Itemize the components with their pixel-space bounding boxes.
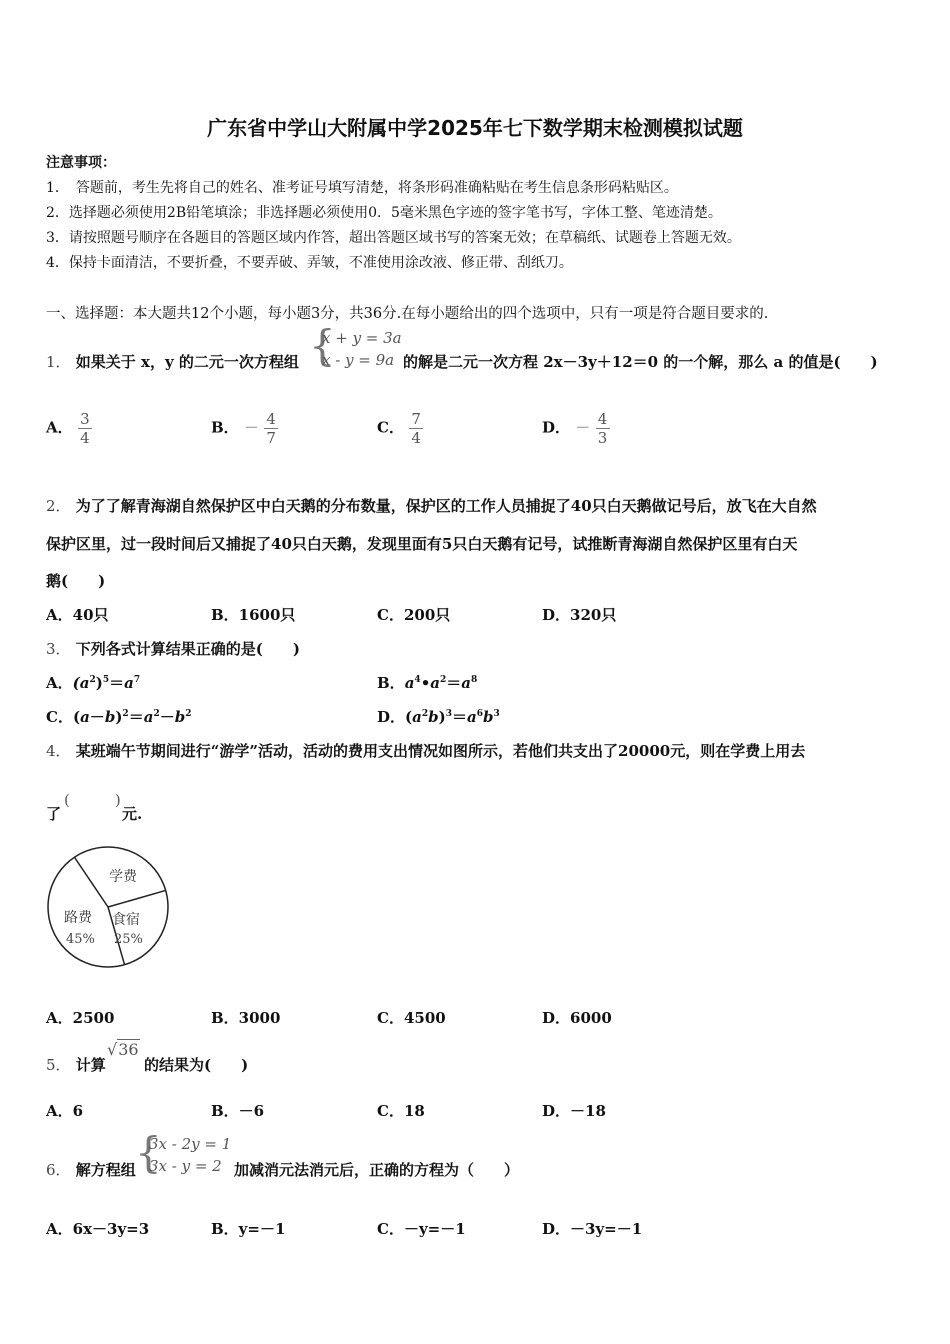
radicand: 36 xyxy=(118,1040,139,1059)
numerator: 4 xyxy=(597,410,608,428)
question-2-option-b[interactable]: B．1600只 xyxy=(211,606,296,624)
option-label: B． xyxy=(211,418,239,437)
numerator: 4 xyxy=(266,410,276,428)
question-4-option-d[interactable]: D．6000 xyxy=(542,1009,612,1027)
question-5-number: 5． xyxy=(46,1056,71,1074)
question-3-text: 下列各式计算结果正确的是( ) xyxy=(75,640,300,658)
slice-boundary-1 xyxy=(74,857,108,907)
note-item-2: 2．选择题必须使用2B铅笔填涂；非选择题必须使用0．5毫米黑色字迹的签字笔书写，字体工整、笔迹清楚。 xyxy=(46,205,722,221)
slice-label-lodging: 食宿 xyxy=(112,912,140,928)
option-label: C． xyxy=(46,708,73,726)
option-label: D． xyxy=(377,708,406,726)
question-5-option-a[interactable]: A．6 xyxy=(46,1102,84,1120)
question-2-option-d[interactable]: D．320只 xyxy=(542,606,617,624)
question-4-option-b[interactable]: B．3000 xyxy=(211,1009,281,1027)
sign: － xyxy=(575,418,591,437)
slice-label-tuition: 学费 xyxy=(109,869,137,885)
question-3-option-a[interactable]: A．$(a^2)^5=a^7$ xyxy=(46,674,141,692)
question-6-number: 6． xyxy=(46,1161,71,1179)
question-1-eq2: x - y = 9a xyxy=(322,351,395,369)
question-1-number: 1． xyxy=(46,353,71,371)
question-1-system xyxy=(322,327,402,371)
question-6-system xyxy=(149,1133,231,1177)
denominator: 4 xyxy=(80,429,90,447)
question-4-line2b: 元. xyxy=(122,805,143,823)
question-6-pre xyxy=(46,1159,136,1180)
option-label: D． xyxy=(542,418,571,437)
slice-pct-lodging: 25% xyxy=(114,932,143,947)
question-6-post: 加减消元法消元后，正确的方程为（ ） xyxy=(234,1161,520,1179)
sqrt-expression xyxy=(107,1040,140,1059)
question-3-option-c[interactable]: C．$(a-b)^2=a^2-b^2$ xyxy=(46,708,192,726)
question-1-pre: 如果关于 x，y 的二元一次方程组 xyxy=(75,353,299,371)
note-item-4: 4．保持卡面清洁，不要折叠，不要弄破、弄皱，不准使用涂改液、修正带、刮纸刀。 xyxy=(46,255,573,271)
question-6-eq1: 3x - 2y = 1 xyxy=(149,1135,232,1153)
numerator: 7 xyxy=(411,410,421,428)
question-3-option-b[interactable]: B．$a^4•a^2=a^8$ xyxy=(377,674,478,692)
page-title: 广东省中学山大附属中学2025年七下数学期末检测模拟试题 xyxy=(207,116,743,140)
fraction xyxy=(78,410,92,447)
question-6-option-a[interactable]: A．6x－3y=3 xyxy=(46,1220,150,1238)
pie-chart xyxy=(44,842,174,972)
fraction xyxy=(596,410,610,447)
note-item-3: 3．请按照题号顺序在各题目的答题区域内作答，超出答题区域书写的答案无效；在草稿纸、试题卷上答题无效。 xyxy=(46,230,741,246)
question-1-intro xyxy=(46,351,299,372)
question-1-option-b[interactable] xyxy=(211,410,278,447)
slice-pct-travel: 45% xyxy=(66,932,95,947)
question-3-option-d[interactable]: D．$(a^2b)^3=a^6b^3$ xyxy=(377,708,500,726)
question-5-option-c[interactable]: C．18 xyxy=(377,1102,425,1120)
question-1-eq1: x + y = 3a xyxy=(322,329,402,347)
question-4-line2a: 了 xyxy=(46,805,62,823)
question-2-option-c[interactable]: C．200只 xyxy=(377,606,451,624)
question-2-text: 为了了解青海湖自然保护区中白天鹅的分布数量，保护区的工作人员捕捉了40只白天鹅做记号后，放飞在大自然 xyxy=(75,497,817,515)
numerator: 3 xyxy=(80,410,90,428)
question-4-option-c[interactable]: C．4500 xyxy=(377,1009,446,1027)
fraction xyxy=(409,410,423,447)
option-label: A． xyxy=(46,674,73,692)
question-6-text: 解方程组 xyxy=(75,1161,136,1179)
question-2-line1 xyxy=(46,495,817,516)
notes-heading: 注意事项： xyxy=(46,155,116,171)
question-6-option-b[interactable]: B．y=－1 xyxy=(211,1220,286,1238)
option-label: A． xyxy=(46,418,73,437)
question-5-option-d[interactable]: D．－18 xyxy=(542,1102,606,1120)
answer-blank[interactable]: ( ) xyxy=(64,791,121,809)
question-5-pre xyxy=(46,1054,106,1075)
question-6-option-d[interactable]: D．－3y=－1 xyxy=(542,1220,643,1238)
denominator: 3 xyxy=(597,429,608,447)
option-label: B． xyxy=(377,674,405,692)
question-6-option-c[interactable]: C．－y=－1 xyxy=(377,1220,466,1238)
question-1-post: 的解是二元一次方程 2x－3y＋12＝0 的一个解，那么 a 的值是( ) xyxy=(403,353,878,371)
question-1-option-c[interactable] xyxy=(377,410,423,447)
question-4-line1 xyxy=(46,740,805,761)
fraction xyxy=(264,410,278,447)
denominator: 4 xyxy=(411,429,421,447)
question-2-line3: 鹅( ) xyxy=(46,572,106,590)
question-1-option-d[interactable] xyxy=(542,410,610,447)
question-6-eq2: 3x - y = 2 xyxy=(149,1157,222,1175)
slice-boundary-2 xyxy=(108,890,166,907)
question-5-text: 计算 xyxy=(75,1056,106,1074)
denominator: 7 xyxy=(266,429,276,447)
brace-icon: { xyxy=(309,321,336,370)
question-2-number: 2． xyxy=(46,497,71,515)
question-5-post: 的结果为( ) xyxy=(144,1056,249,1074)
section-heading: 一、选择题：本大题共12个小题，每小题3分，共36分.在每小题给出的四个选项中，只有一项是符合题目要求的. xyxy=(46,306,769,322)
question-3-number: 3． xyxy=(46,640,71,658)
question-4-option-a[interactable]: A．2500 xyxy=(46,1009,115,1027)
question-2-option-a[interactable]: A．40只 xyxy=(46,606,109,624)
question-1-option-a[interactable] xyxy=(46,410,92,447)
brace-icon: { xyxy=(135,1128,162,1177)
question-2-line2: 保护区里，过一段时间后又捕捉了40只白天鹅，发现里面有5只白天鹅有记号，试推断青海湖自然保护区里有白天 xyxy=(46,535,798,553)
question-4-text: 某班端午节期间进行“游学”活动，活动的费用支出情况如图所示，若他们共支出了20000元，则在学费上用去 xyxy=(75,742,806,760)
sqrt-icon: √ xyxy=(107,1040,118,1059)
option-label: C． xyxy=(377,418,404,437)
question-5-option-b[interactable]: B．－6 xyxy=(211,1102,265,1120)
note-item-1: 1． 答题前，考生先将自己的姓名、准考证号填写清楚，将条形码准确粘贴在考生信息条形码粘贴区。 xyxy=(46,180,678,196)
slice-label-travel: 路费 xyxy=(64,910,92,926)
sign: － xyxy=(243,418,259,437)
question-3-line xyxy=(46,638,300,659)
question-4-number: 4． xyxy=(46,742,71,760)
